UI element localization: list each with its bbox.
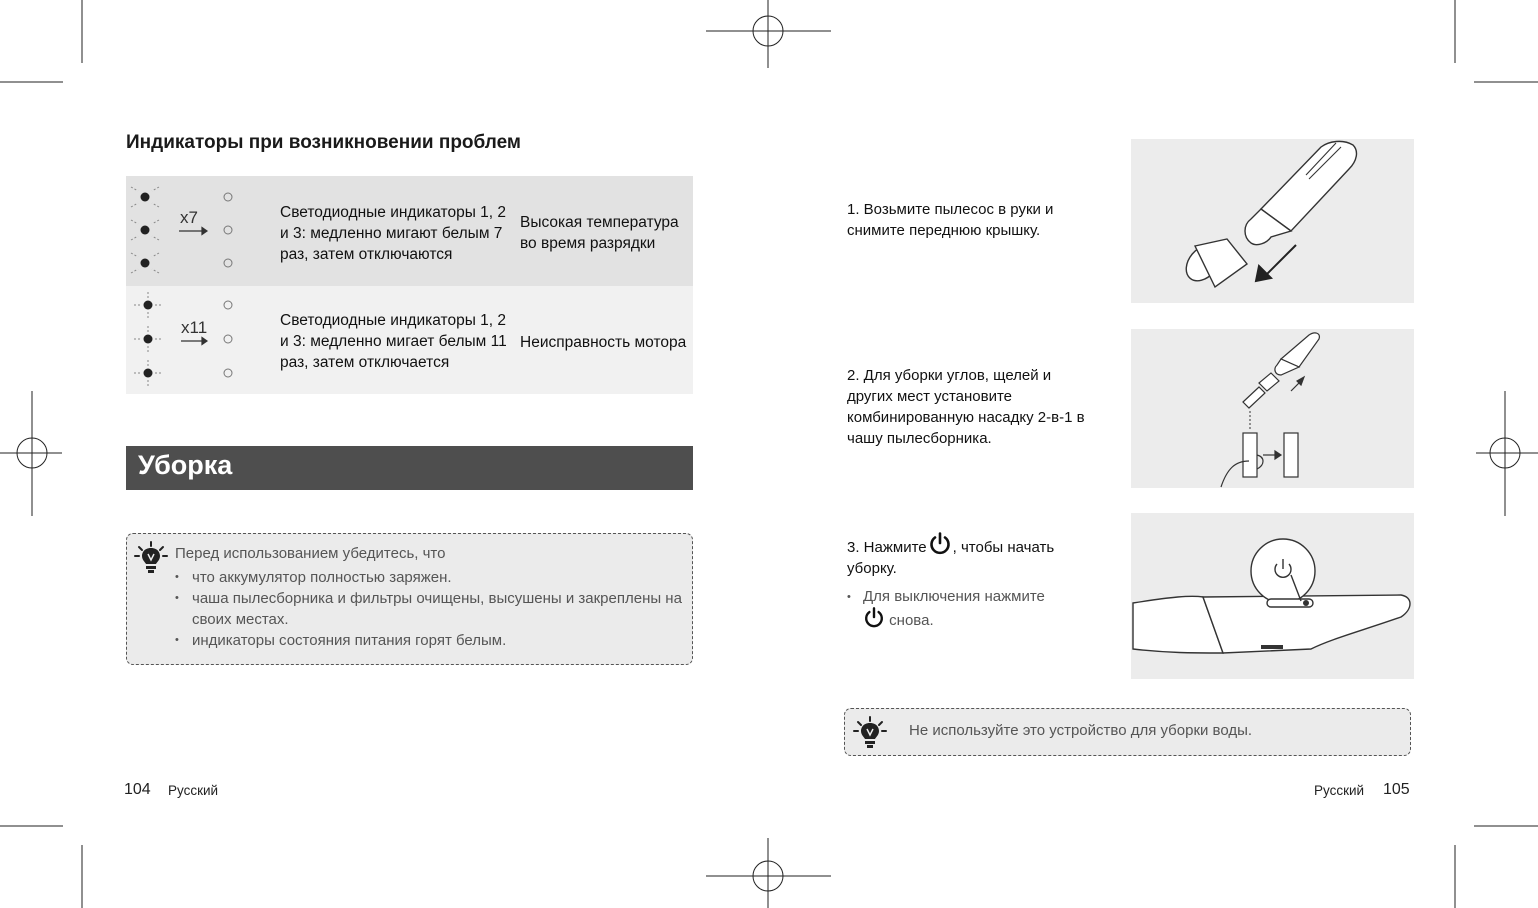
step-1-text: 1. Возьмите пылесос в руки и снимите переднюю крышку.: [847, 201, 1054, 239]
indicator-description: Светодиодные индикаторы 1, 2 и 3: медленно мигает белым 11 раз, затем отключается: [280, 312, 507, 371]
section-title-problem-indicators: Индикаторы при возникновении проблем: [126, 132, 521, 153]
page-number-right: 105: [1383, 781, 1410, 798]
illustration-press-power-button: [1131, 513, 1414, 679]
illustration-install-attachment: [1131, 329, 1414, 488]
list-item: • чаша пылесборника и фильтры очищены, высушены и закреплены на своих местах.: [175, 588, 690, 630]
water-warning-note: [844, 708, 1411, 756]
led-indicator-icon: [126, 286, 276, 394]
lightbulb-tip-icon: [133, 540, 169, 576]
cleaning-section-title: Уборка: [138, 450, 233, 480]
indicator-cause: Высокая температура во время разрядки: [520, 214, 679, 252]
water-warning-text: Не используйте это устройство для уборки воды.: [909, 722, 1253, 739]
step-3-text: [847, 532, 1107, 579]
page-language-left: Русский: [168, 783, 219, 798]
step-3-off-text-start: Для выключения нажмите: [863, 588, 1045, 605]
note-intro: Перед использованием убедитесь, что: [175, 545, 446, 562]
indicator-cause: Неисправность мотора: [520, 334, 687, 351]
illustration-remove-front-cover: [1131, 139, 1414, 303]
page-language-right: Русский: [1314, 783, 1365, 798]
pre-use-note-box: [126, 533, 693, 665]
cleaning-section-banner: [126, 446, 693, 490]
step-3-text-start: 3. Нажмите: [847, 539, 927, 556]
list-item: • индикаторы состояния питания горят белым.: [175, 630, 690, 651]
indicator-row-motor-failure: [126, 286, 693, 394]
step-3-off-text-end: снова.: [889, 612, 934, 629]
step-3-text-end: , чтобы начать уборку.: [847, 539, 1055, 577]
power-icon: [928, 532, 952, 556]
blink-count: x11: [181, 318, 208, 337]
list-item: • что аккумулятор полностью заряжен.: [175, 567, 690, 588]
indicator-description: Светодиодные индикаторы 1, 2 и 3: медленно мигают белым 7 раз, затем отключаются: [280, 204, 507, 263]
step-2-text: 2. Для уборки углов, щелей и других мест установите комбинированную насадку 2-в-1 в чашу пылесборника.: [847, 367, 1085, 447]
note-checklist: [175, 567, 690, 651]
power-icon: [863, 607, 885, 629]
blink-count: x7: [180, 208, 198, 227]
led-indicator-icon: [126, 176, 276, 286]
indicator-row-high-temperature: [126, 176, 693, 286]
page-number-left: 104: [124, 781, 151, 798]
lightbulb-tip-icon: [852, 715, 888, 751]
